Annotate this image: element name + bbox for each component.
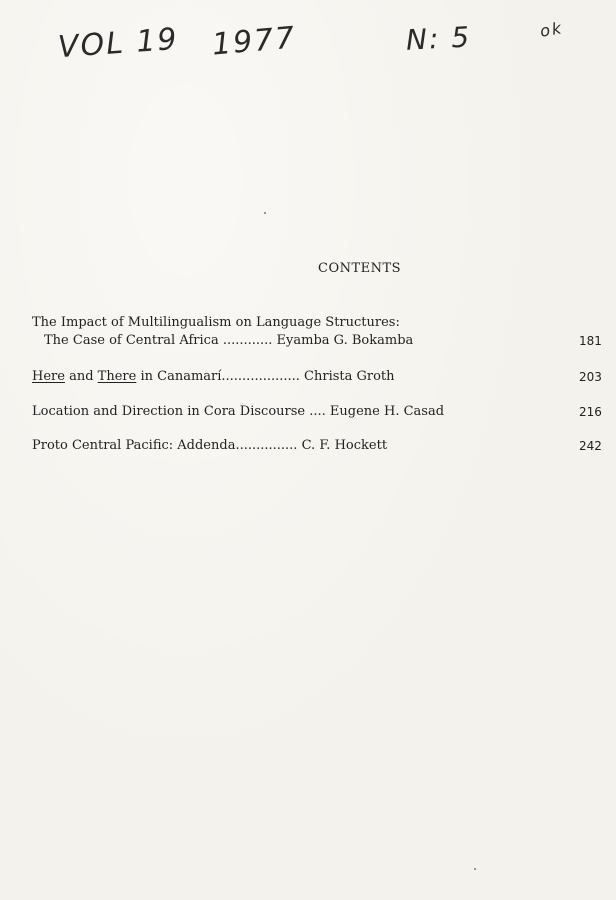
handwritten-number: N: 5	[405, 20, 472, 57]
entry-1-author-line: The Case of Central Africa ............ Eyamba G. Bokamba	[44, 333, 414, 348]
entry-3-line: Location and Direction in Cora Discourse .... Eugene H. Casad	[32, 404, 445, 419]
entry-4-page: 242	[579, 439, 602, 453]
entry-2-underlined-there: There	[97, 369, 137, 384]
entry-2-page: 203	[579, 370, 602, 384]
entry-2-rest: in Canamarí................... Christa Groth	[136, 369, 395, 384]
contents-heading: CONTENTS	[318, 261, 402, 276]
scan-speck	[264, 212, 266, 214]
entry-2-underlined-here: Here	[32, 369, 65, 384]
handwritten-year: 1977	[210, 20, 298, 63]
entry-3-page: 216	[579, 405, 602, 419]
scan-speck	[474, 868, 476, 870]
handwritten-volume: VOL 19	[56, 21, 180, 66]
handwritten-check: ok	[538, 18, 565, 41]
entry-4-line: Proto Central Pacific: Addenda............... C. F. Hockett	[32, 438, 388, 453]
entry-1-title: The Impact of Multilingualism on Language Structures:	[32, 315, 400, 330]
entry-2-and: and	[64, 369, 98, 384]
entry-2-line	[32, 369, 395, 384]
entry-1-page: 181	[579, 334, 602, 348]
